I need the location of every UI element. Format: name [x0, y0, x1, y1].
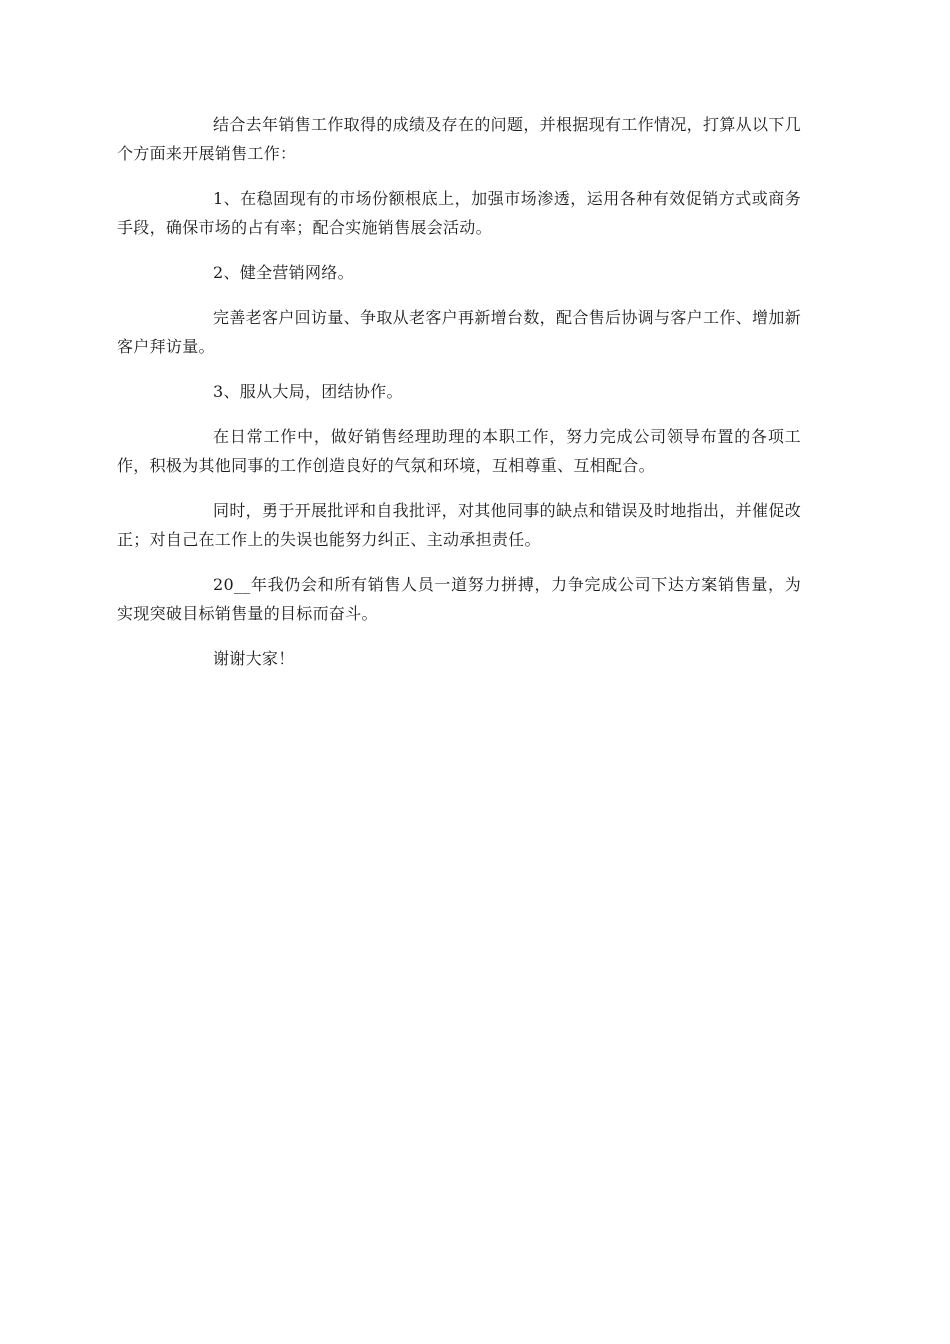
paragraph-criticism: 同时，勇于开展批评和自我批评，对其他同事的缺点和错误及时地指出，并催促改正；对自己在工作上的失误也能努力纠正、主动承担责任。 — [117, 501, 801, 549]
paragraph-goal: 20__年我仍会和所有销售人员一道努力拼搏，力争完成公司下达方案销售量，为实现突破目标销售量的目标而奋斗。 — [117, 575, 801, 623]
paragraph-item-3: 3、服从大局，团结协作。 — [213, 382, 403, 401]
paragraph-item-2: 2、健全营销网络。 — [213, 263, 354, 282]
paragraph-intro: 结合去年销售工作取得的成绩及存在的问题，并根据现有工作情况，打算从以下几个方面来开展销售工作： — [117, 115, 801, 163]
paragraph-item-1: 1、在稳固现有的市场份额根底上，加强市场渗透，运用各种有效促销方式或商务手段，确保市场的占有率；配合实施销售展会活动。 — [117, 189, 801, 237]
paragraph-daily-work: 在日常工作中，做好销售经理助理的本职工作，努力完成公司领导布置的各项工作，积极为其他同事的工作创造良好的气氛和环境，互相尊重、互相配合。 — [117, 427, 801, 475]
paragraph-customer-visits: 完善老客户回访量、争取从老客户再新增台数，配合售后协调与客户工作、增加新客户拜访量。 — [117, 308, 801, 356]
paragraph-thanks: 谢谢大家！ — [213, 649, 295, 668]
document-body — [117, 110, 801, 689]
